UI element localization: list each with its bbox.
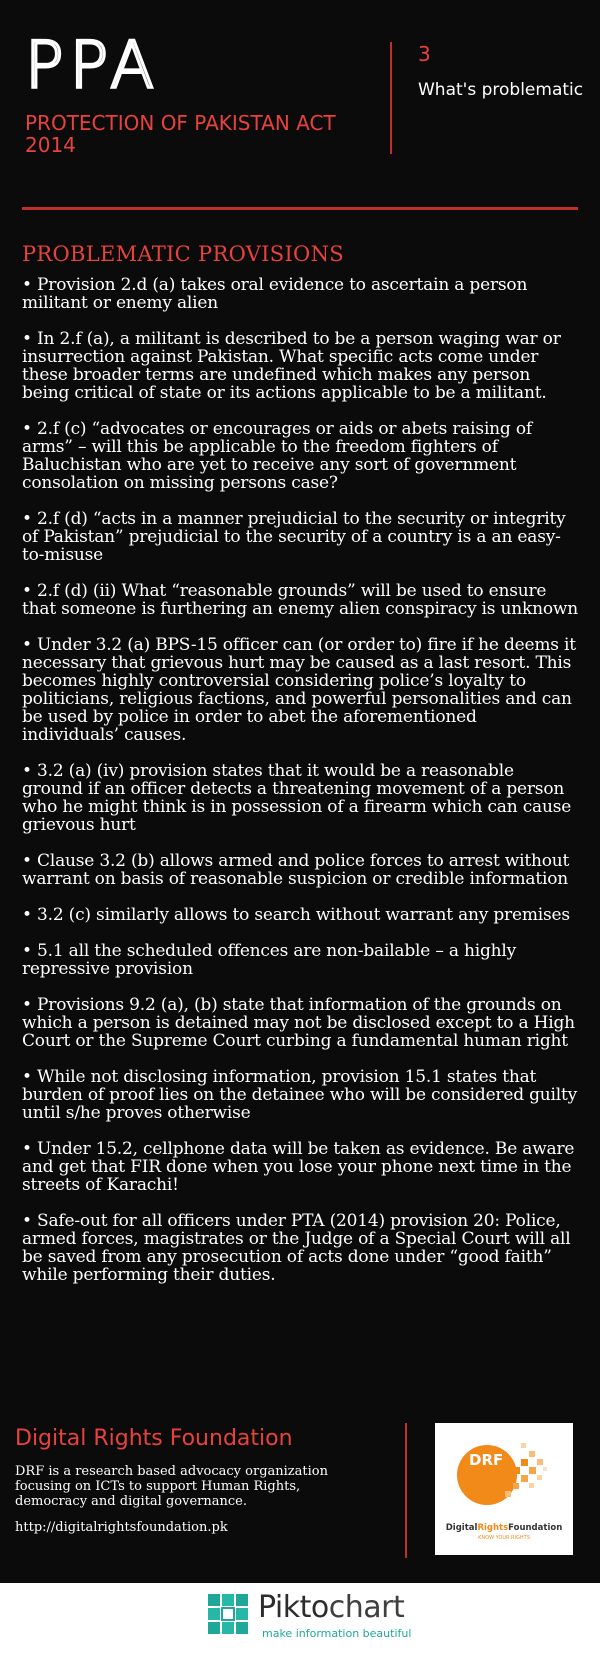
issue-label: What's problematic: [418, 80, 584, 100]
drf-wordmark: DigitalRightsFoundation: [445, 1523, 563, 1533]
provisions-list: [22, 276, 578, 1302]
provision-item: • 2.f (d) (ii) What “reasonable grounds” will be used to ensure that someone is furthering an enemy alien conspiracy is unknown: [22, 581, 579, 619]
ppa-logo: PPA: [25, 29, 160, 103]
provision-item: • In 2.f (a), a militant is described to be a person waging war or insurrection against Pakistan. What specific acts come under these broader terms are undefined which makes any person being critical of state or its actions applicable to be a militant.: [22, 329, 561, 403]
org-url[interactable]: http://digitalrightsfoundation.pk: [15, 1520, 228, 1535]
piktochart-wordmark[interactable]: Piktochart: [258, 1590, 405, 1625]
provision-item: • 5.1 all the scheduled offences are non-bailable – a highly repressive provision: [22, 941, 517, 979]
provision-item: • Provisions 9.2 (a), (b) state that information of the grounds on which a person is detained may not be disclosed except to a High Court or the Supreme Court curbing a fundamental human right: [22, 995, 575, 1051]
issue-number: 3: [418, 42, 431, 66]
provision-item: • Under 15.2, cellphone data will be taken as evidence. Be aware and get that FIR done when you lose your phone next time in the streets of Karachi!: [22, 1139, 575, 1195]
provision-item: • Provision 2.d (a) takes oral evidence to ascertain a person militant or enemy alien: [22, 275, 528, 313]
section-title: PROBLEMATIC PROVISIONS: [22, 242, 344, 266]
header-divider: [390, 42, 392, 154]
drf-logo-letters: DRF: [469, 1451, 504, 1469]
provision-item: • 2.f (d) “acts in a manner prejudicial to the security or integrity of Pakistan” prejudicial to the security of a country is a an easy-to-misuse: [22, 509, 566, 565]
org-description: DRF is a research based advocacy organization focusing on ICTs to support Human Rights, democracy and digital governance.: [15, 1464, 328, 1509]
provision-item: • Clause 3.2 (b) allows armed and police forces to arrest without warrant on basis of reasonable suspicion or credible information: [22, 851, 570, 889]
provision-item: • 3.2 (c) similarly allows to search without warrant any premises: [22, 905, 570, 925]
piktochart-tagline: make information beautiful: [262, 1627, 412, 1640]
act-title: PROTECTION OF PAKISTAN ACT 2014: [25, 111, 336, 157]
provision-item: • While not disclosing information, provision 15.1 states that burden of proof lies on the detainee who will be considered guilty until s/he proves otherwise: [22, 1067, 578, 1123]
footer-divider: [405, 1423, 407, 1558]
provision-item: • Safe-out for all officers under PTA (2014) provision 20: Police, armed forces, magistrates or the Judge of a Special Court will all be saved from any prosecution of acts done under “good faith” while performing their duties.: [22, 1211, 571, 1285]
piktochart-icon: [208, 1594, 248, 1634]
provision-item: • 2.f (c) “advocates or encourages or aids or abets raising of arms” – will this be applicable to the freedom fighters of Baluchistan who are yet to receive any sort of government consolation on missing persons case?: [22, 419, 532, 493]
drf-logo: [435, 1423, 573, 1555]
provision-item: • Under 3.2 (a) BPS-15 officer can (or order to) fire if he deems it necessary that grievous hurt may be caused as a last resort. This becomes highly controversial considering police’s loyalty to politicians, religious factions, and powerful personalities and can be used by police in order to abet the aforementioned individuals’ causes.: [22, 635, 576, 745]
drf-tagline: KNOW YOUR RIGHTS: [478, 1535, 530, 1541]
provision-item: • 3.2 (a) (iv) provision states that it would be a reasonable ground if an officer detects a threatening movement of a person who he might think is in possession of a firearm which can cause grievous hurt: [22, 761, 572, 835]
drf-logo-icon: [435, 1423, 573, 1523]
section-divider: [22, 207, 578, 210]
org-name: Digital Rights Foundation: [15, 1426, 293, 1451]
